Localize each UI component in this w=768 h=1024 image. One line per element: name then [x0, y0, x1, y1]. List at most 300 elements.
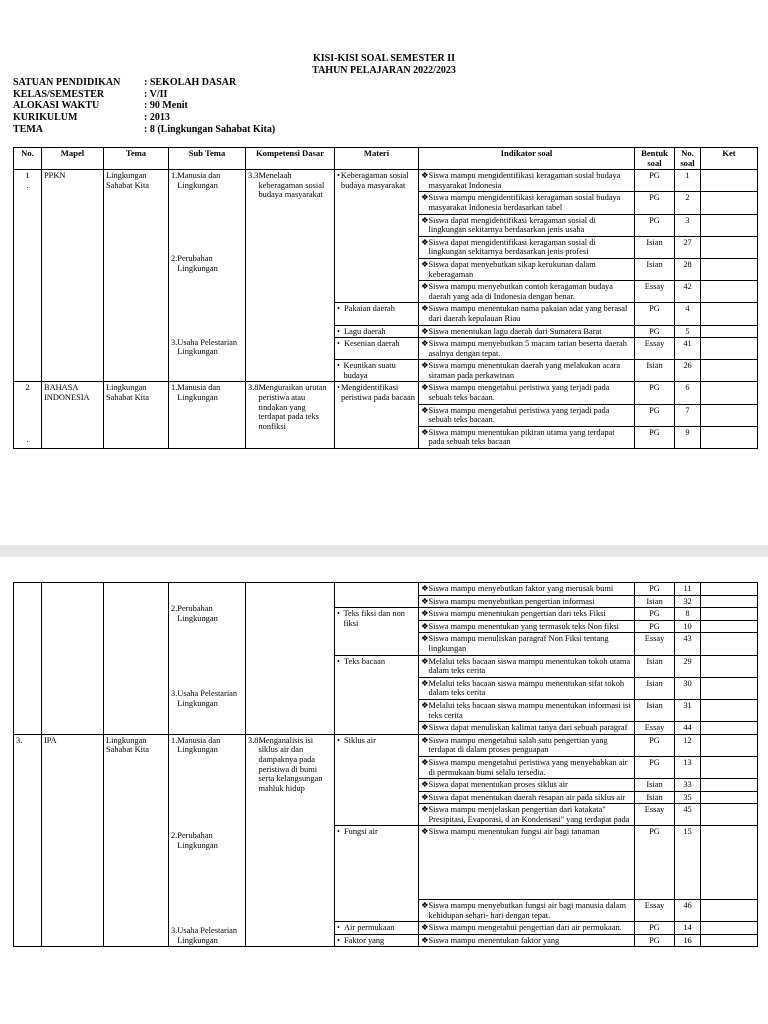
bentuk-cell: PG: [635, 608, 675, 621]
diamond-bullet-icon: ❖: [421, 780, 429, 790]
indikator-text: Siswa menentukan lagu daerah dari Sumatera Barat: [428, 326, 602, 336]
materi-cell: [335, 922, 419, 935]
indikator-text: Siswa dapat mengidentifikasi keragaman sosial di lingkungan sekitarnya berdasarkan jenis profesi: [428, 237, 596, 257]
tema-cell: Lingkungan Sahabat Kita: [104, 382, 169, 449]
materi-cell: [335, 934, 419, 947]
no-cell: [14, 170, 42, 382]
materi-cell: [335, 360, 419, 382]
ket-cell: [701, 699, 758, 721]
info-row: [13, 77, 275, 89]
indikator-text: Siswa mampu mengetahui peristiwa yang terjadi pada sebuah teks bacaan.: [428, 383, 610, 403]
indikator-item: [421, 327, 632, 337]
info-row: [13, 124, 275, 136]
subtema-text: Manusia dan Lingkungan: [177, 735, 221, 755]
materi-text: Lagu daerah: [344, 326, 386, 336]
document-page-2: [0, 557, 768, 1024]
no-cell: [14, 583, 42, 735]
col-header-bentuk: Bentuk soal: [635, 148, 675, 170]
nosoal-cell: 26: [675, 360, 701, 382]
subtema-number: 3.: [171, 689, 178, 699]
kd-number: 3.3: [248, 171, 259, 181]
indikator-cell: [419, 426, 635, 448]
indikator-text: Siswa mampu mengetahui salah satu pengertian yang terdapat di dalam proses penguapan: [428, 735, 608, 755]
indikator-item: [421, 679, 632, 698]
materi-cell: [335, 826, 419, 922]
subtema-number: 1.: [171, 735, 178, 745]
bentuk-cell: PG: [635, 620, 675, 633]
indikator-text: Siswa mampu menentukan pengertian dari teks Fiksi: [428, 609, 606, 619]
info-key: SATUAN PENDIDIKAN: [13, 77, 121, 88]
subtema-item: [171, 254, 243, 273]
kd-text: Menganalisis isi siklus air dan dampaknya pada peristiwa di bumi serta kelangsungan mahluk hidup: [258, 735, 323, 793]
no-cell: [14, 382, 42, 449]
diamond-bullet-icon: ❖: [421, 193, 429, 203]
materi-item: [337, 171, 416, 190]
kd-number: 3.8: [248, 735, 259, 745]
materi-text: Air permukaan: [344, 923, 395, 933]
materi-item: [337, 827, 416, 837]
bullet-icon: •: [337, 935, 340, 945]
table-header-row: [14, 148, 758, 170]
nosoal-cell: 45: [675, 804, 701, 826]
subtema-item: [171, 338, 243, 357]
identity-block: [13, 77, 275, 136]
indikator-item: [421, 634, 632, 653]
indikator-text: Siswa dapat menuliskan kalimat tanya dari sebuah paragraf: [428, 723, 628, 733]
ket-cell: [701, 722, 758, 735]
ket-cell: [701, 899, 758, 921]
indikator-cell: [419, 779, 635, 792]
indikator-text: Siswa dapat menyebutkan sikap kerukunan dalam keberagaman: [428, 259, 596, 279]
info-value: : 90 Menit: [144, 100, 188, 112]
bindo-continued-section: [14, 583, 758, 735]
subtema-item: [171, 383, 243, 402]
subtema-item: [171, 736, 243, 755]
bentuk-cell: Essay: [635, 899, 675, 921]
subtema-text: Manusia dan Lingkungan: [177, 383, 221, 403]
materi-item: [337, 361, 416, 380]
bullet-icon: •: [337, 609, 340, 619]
diamond-bullet-icon: ❖: [421, 827, 429, 837]
diamond-bullet-icon: ❖: [421, 361, 429, 371]
ket-cell: [701, 633, 758, 655]
info-key: KURIKULUM: [13, 112, 78, 124]
diamond-bullet-icon: ❖: [421, 757, 429, 767]
nosoal-cell: 3: [675, 214, 701, 236]
col-header-ket: Ket: [701, 148, 758, 170]
indikator-item: [421, 805, 632, 824]
nosoal-cell: 35: [675, 791, 701, 804]
diamond-bullet-icon: ❖: [421, 171, 429, 181]
diamond-bullet-icon: ❖: [421, 735, 429, 745]
subtema-cell: [169, 382, 246, 449]
bentuk-cell: PG: [635, 583, 675, 596]
materi-cell: [335, 303, 419, 325]
materi-item: [337, 383, 416, 402]
materi-text: Kesenian daerah: [344, 339, 400, 349]
col-header-kompetensi: Kompetensi Dasar: [246, 148, 335, 170]
materi-item: [337, 609, 416, 628]
ket-cell: [701, 677, 758, 699]
subtema-item: [171, 604, 243, 623]
indikator-text: Siswa mampu menentukan nama pakaian adat yang berasal dari daerah kepulauan Riau: [428, 304, 628, 323]
kd-text: Menguraikan urutan peristiwa atau tindakan yang terdapat pada teks nonfiksi: [258, 383, 327, 431]
diamond-bullet-icon: ❖: [421, 326, 429, 336]
kd-cell: [246, 734, 335, 947]
bullet-icon: •: [337, 304, 340, 314]
kd-item: [248, 736, 332, 794]
indikator-text: Siswa mampu menentukan daerah yang melakukan acara siraman pada perkawinan: [428, 361, 621, 380]
kd-item: [248, 383, 332, 431]
indikator-item: [421, 701, 632, 720]
bentuk-cell: PG: [635, 922, 675, 935]
subtema-item: [171, 926, 243, 945]
row-number: 1: [25, 171, 30, 181]
indikator-cell: [419, 595, 635, 608]
ket-cell: [701, 934, 758, 947]
col-header-tema: Tema: [104, 148, 169, 170]
ket-cell: [701, 756, 758, 778]
info-row: [13, 112, 275, 124]
col-header-mapel: Mapel: [42, 148, 104, 170]
ket-cell: [701, 826, 758, 899]
ket-cell: [701, 779, 758, 792]
bentuk-cell: Isian: [635, 258, 675, 280]
ket-cell: [701, 608, 758, 621]
indikator-item: [421, 901, 632, 920]
info-key: KELAS/SEMESTER: [13, 88, 105, 100]
bentuk-cell: Isian: [635, 360, 675, 382]
diamond-bullet-icon: ❖: [421, 900, 429, 910]
indikator-cell: [419, 303, 635, 325]
info-value: : 2013: [144, 112, 170, 124]
indikator-cell: [419, 382, 635, 404]
indikator-cell: [419, 214, 635, 236]
mapel-cell: IPA: [42, 734, 104, 947]
ppkn-section: [14, 170, 758, 382]
ket-cell: [701, 426, 758, 448]
nosoal-cell: 10: [675, 620, 701, 633]
nosoal-cell: 41: [675, 338, 701, 360]
bullet-icon: •: [337, 827, 340, 837]
row-number-dot: .: [26, 435, 29, 445]
nosoal-cell: 11: [675, 583, 701, 596]
ket-cell: [701, 170, 758, 192]
indikator-item: [421, 723, 632, 733]
info-value: : 8 (Lingkungan Sahabat Kita): [144, 123, 276, 135]
indikator-cell: [419, 620, 635, 633]
nosoal-cell: 44: [675, 722, 701, 735]
indikator-item: [421, 428, 632, 447]
indikator-text: Siswa mampu mengidentifikasi keragaman sosial budaya masyarakat Indonesia: [428, 171, 621, 190]
table-row: [14, 170, 758, 192]
nosoal-cell: 15: [675, 826, 701, 899]
diamond-bullet-icon: ❖: [421, 678, 429, 688]
subtema-number: 3.: [171, 337, 178, 347]
info-key: ALOKASI WAKTU: [13, 100, 100, 112]
diamond-bullet-icon: ❖: [421, 805, 429, 815]
subtema-item: [171, 689, 243, 708]
diamond-bullet-icon: ❖: [421, 656, 429, 666]
info-row: [13, 89, 275, 101]
nosoal-cell: 6: [675, 382, 701, 404]
indikator-cell: [419, 192, 635, 214]
nosoal-cell: 33: [675, 779, 701, 792]
subtema-text: Perubahan Lingkungan: [177, 254, 218, 273]
mapel-cell: [42, 583, 104, 735]
ket-cell: [701, 404, 758, 426]
indikator-text: Siswa mampu mengidentifikasi keragaman sosial budaya masyarakat Indonesia berdasarkan tabel: [428, 193, 621, 212]
ket-cell: [701, 804, 758, 826]
kd-item: [248, 171, 332, 200]
indikator-item: [421, 936, 632, 946]
nosoal-cell: 8: [675, 608, 701, 621]
indikator-item: [421, 383, 632, 402]
bentuk-cell: PG: [635, 214, 675, 236]
bentuk-cell: PG: [635, 934, 675, 947]
materi-item: [337, 327, 416, 337]
indikator-text: Melalui teks bacaan siswa mampu menentukan informasi isi teks cerita: [428, 700, 631, 720]
tema-cell: [104, 583, 169, 735]
diamond-bullet-icon: ❖: [421, 282, 429, 292]
table-row: [14, 382, 758, 404]
indikator-cell: [419, 899, 635, 921]
nosoal-cell: 4: [675, 303, 701, 325]
indikator-text: Siswa mampu mengetahui pengertian dari air permukaan.: [428, 923, 622, 933]
indikator-cell: [419, 236, 635, 258]
mapel-cell: BAHASA INDONESIA: [42, 382, 104, 449]
ket-cell: [701, 620, 758, 633]
indikator-text: Siswa mampu mengetahui peristiwa yang terjadi pada sebuah teks bacaan.: [428, 405, 610, 425]
info-value: : SEKOLAH DASAR: [144, 77, 237, 88]
bullet-icon: •: [337, 923, 340, 933]
subtema-text: Perubahan Lingkungan: [177, 604, 218, 623]
indikator-text: Siswa mampu menentukan yang termasuk teks Non fiksi: [428, 621, 620, 631]
indikator-cell: [419, 404, 635, 426]
subtema-text: Perubahan Lingkungan: [177, 830, 218, 850]
indikator-cell: [419, 608, 635, 621]
indikator-text: Siswa mampu menyebutkan faktor yang merusak bumi: [428, 584, 614, 593]
materi-text: Keunikan suatu budaya: [343, 361, 396, 380]
bentuk-cell: PG: [635, 382, 675, 404]
kisi-kisi-table-continued: [13, 582, 758, 947]
ket-cell: [701, 595, 758, 608]
ket-cell: [701, 214, 758, 236]
bentuk-cell: PG: [635, 404, 675, 426]
ket-cell: [701, 281, 758, 303]
indikator-cell: [419, 325, 635, 338]
bentuk-cell: PG: [635, 426, 675, 448]
kd-cell: [246, 583, 335, 735]
subtema-text: Manusia dan Lingkungan: [177, 171, 221, 190]
materi-text: Mengidentifikasi peristiwa pada bacaan: [340, 383, 415, 403]
bindo-section: [14, 382, 758, 449]
ket-cell: [701, 360, 758, 382]
nosoal-cell: 43: [675, 633, 701, 655]
indikator-cell: [419, 281, 635, 303]
table-row: [14, 734, 758, 756]
bentuk-cell: PG: [635, 170, 675, 192]
bullet-icon: •: [337, 656, 340, 666]
subtema-text: Usaha Pelestarian Lingkungan: [177, 926, 238, 945]
bentuk-cell: PG: [635, 192, 675, 214]
diamond-bullet-icon: ❖: [421, 792, 429, 802]
ket-cell: [701, 583, 758, 596]
materi-cell: [335, 325, 419, 338]
nosoal-cell: 30: [675, 677, 701, 699]
ket-cell: [701, 338, 758, 360]
col-header-materi: Materi: [335, 148, 419, 170]
materi-text: Faktor yang: [344, 935, 385, 945]
indikator-item: [421, 622, 632, 632]
col-header-no: No.: [14, 148, 42, 170]
ket-cell: [701, 303, 758, 325]
diamond-bullet-icon: ❖: [421, 609, 429, 619]
nosoal-cell: 27: [675, 236, 701, 258]
kd-cell: [246, 382, 335, 449]
diamond-bullet-icon: ❖: [421, 935, 429, 945]
mapel-cell: PPKN: [42, 170, 104, 382]
indikator-text: Siswa mampu menyebutkan pengertian informasi: [428, 596, 595, 606]
materi-cell: [335, 382, 419, 449]
indikator-text: Siswa mampu mengetahui peristiwa yang menyebabkan air di permukaan bumi selalu tersedia.: [428, 757, 628, 777]
nosoal-cell: 1: [675, 170, 701, 192]
indikator-item: [421, 216, 632, 235]
document-title: KISI-KISI SOAL SEMESTER II: [312, 53, 455, 64]
ket-cell: [701, 791, 758, 804]
subtema-number: 2.: [171, 830, 178, 840]
ket-cell: [701, 258, 758, 280]
materi-text: Pakaian daerah: [344, 304, 395, 314]
kd-cell: [246, 170, 335, 382]
materi-text: Siklus air: [344, 735, 376, 745]
ipa-section: [14, 734, 758, 947]
subtema-number: 2.: [171, 604, 178, 613]
indikator-text: Siswa mampu menyebutkan fungsi air bagi manusia dalam kehidupan sehari- hari dengan tepat.: [428, 900, 626, 920]
diamond-bullet-icon: ❖: [421, 723, 429, 733]
bentuk-cell: Essay: [635, 633, 675, 655]
indikator-item: [421, 827, 632, 837]
bentuk-cell: PG: [635, 734, 675, 756]
bullet-icon: •: [337, 326, 340, 336]
materi-text: Fungsi air: [344, 827, 378, 837]
materi-item: [337, 923, 416, 933]
nosoal-cell: 5: [675, 325, 701, 338]
bentuk-cell: Isian: [635, 779, 675, 792]
table-row: [14, 583, 758, 596]
subtema-cell: [169, 583, 246, 735]
diamond-bullet-icon: ❖: [421, 339, 429, 349]
kd-text: Menelaah keberagaman sosial budaya masyarakat: [258, 171, 325, 200]
indikator-text: Siswa mampu menuliskan paragraf Non Fiksi tentang lingkungan: [428, 634, 609, 653]
indikator-item: [421, 780, 632, 790]
indikator-item: [421, 736, 632, 755]
bullet-icon: •: [337, 383, 340, 393]
nosoal-cell: 46: [675, 899, 701, 921]
diamond-bullet-icon: ❖: [421, 621, 429, 631]
bullet-icon: •: [337, 735, 340, 745]
indikator-text: Siswa dapat mengidentifikasi keragaman sosial di lingkungan sekitarnya berdasarkan jenis usaha: [428, 215, 596, 235]
indikator-cell: [419, 677, 635, 699]
indikator-item: [421, 260, 632, 279]
info-value: : V/II: [144, 88, 168, 100]
bullet-icon: •: [337, 361, 340, 371]
indikator-text: Siswa mampu menentukan faktor yang: [428, 935, 560, 945]
nosoal-cell: 2: [675, 192, 701, 214]
bentuk-cell: Essay: [635, 338, 675, 360]
materi-cell: [335, 338, 419, 360]
bullet-icon: •: [337, 339, 340, 349]
materi-cell: [335, 655, 419, 734]
subtema-text: Usaha Pelestarian Lingkungan: [177, 689, 238, 708]
indikator-text: Siswa mampu menyebutkan 5 macam tarian beserta daerah asalnya dengan tepat.: [428, 339, 627, 358]
subtema-number: 2.: [171, 254, 178, 264]
indikator-item: [421, 304, 632, 323]
materi-cell: [335, 608, 419, 655]
bentuk-cell: Essay: [635, 804, 675, 826]
col-header-subtema: Sub Tema: [169, 148, 246, 170]
indikator-text: Siswa dapat menentukan daerah resapan air pada siklus air: [428, 792, 626, 802]
indikator-cell: [419, 756, 635, 778]
bentuk-cell: Isian: [635, 699, 675, 721]
indikator-text: Siswa dapat menentukan proses siklus air: [428, 780, 568, 790]
ket-cell: [701, 734, 758, 756]
indikator-item: [421, 171, 632, 190]
nosoal-cell: 14: [675, 922, 701, 935]
materi-item: [337, 304, 416, 314]
indikator-item: [421, 282, 632, 301]
diamond-bullet-icon: ❖: [421, 237, 429, 247]
indikator-item: [421, 758, 632, 777]
bentuk-cell: Isian: [635, 791, 675, 804]
indikator-cell: [419, 722, 635, 735]
materi-cell: [335, 583, 419, 608]
indikator-cell: [419, 922, 635, 935]
indikator-item: [421, 339, 632, 358]
indikator-text: Siswa mampu menentukan fungsi air bagi tanaman: [428, 827, 600, 837]
ket-cell: [701, 325, 758, 338]
indikator-text: Siswa mampu menentukan pikiran utama yang terdapat pada sebuah teks bacaan: [428, 427, 615, 447]
diamond-bullet-icon: ❖: [421, 584, 429, 593]
indikator-cell: [419, 699, 635, 721]
bentuk-cell: Isian: [635, 677, 675, 699]
subtema-cell: [169, 734, 246, 947]
indikator-cell: [419, 258, 635, 280]
row-number-dot: .: [26, 180, 29, 190]
materi-item: [337, 657, 416, 667]
indikator-item: [421, 657, 632, 676]
indikator-cell: [419, 791, 635, 804]
diamond-bullet-icon: ❖: [421, 634, 429, 644]
indikator-cell: [419, 934, 635, 947]
nosoal-cell: 28: [675, 258, 701, 280]
kd-number: 3.8: [248, 383, 259, 393]
info-row: [13, 100, 275, 112]
indikator-item: [421, 238, 632, 257]
diamond-bullet-icon: ❖: [421, 259, 429, 269]
subtema-number: 1.: [171, 171, 178, 181]
info-key: TEMA: [13, 123, 43, 135]
diamond-bullet-icon: ❖: [421, 427, 429, 437]
indikator-cell: [419, 633, 635, 655]
diamond-bullet-icon: ❖: [421, 923, 429, 933]
indikator-cell: [419, 804, 635, 826]
ket-cell: [701, 382, 758, 404]
indikator-cell: [419, 583, 635, 596]
materi-item: [337, 936, 416, 946]
diamond-bullet-icon: ❖: [421, 700, 429, 710]
subtema-text: Usaha Pelestarian Lingkungan: [177, 337, 238, 357]
